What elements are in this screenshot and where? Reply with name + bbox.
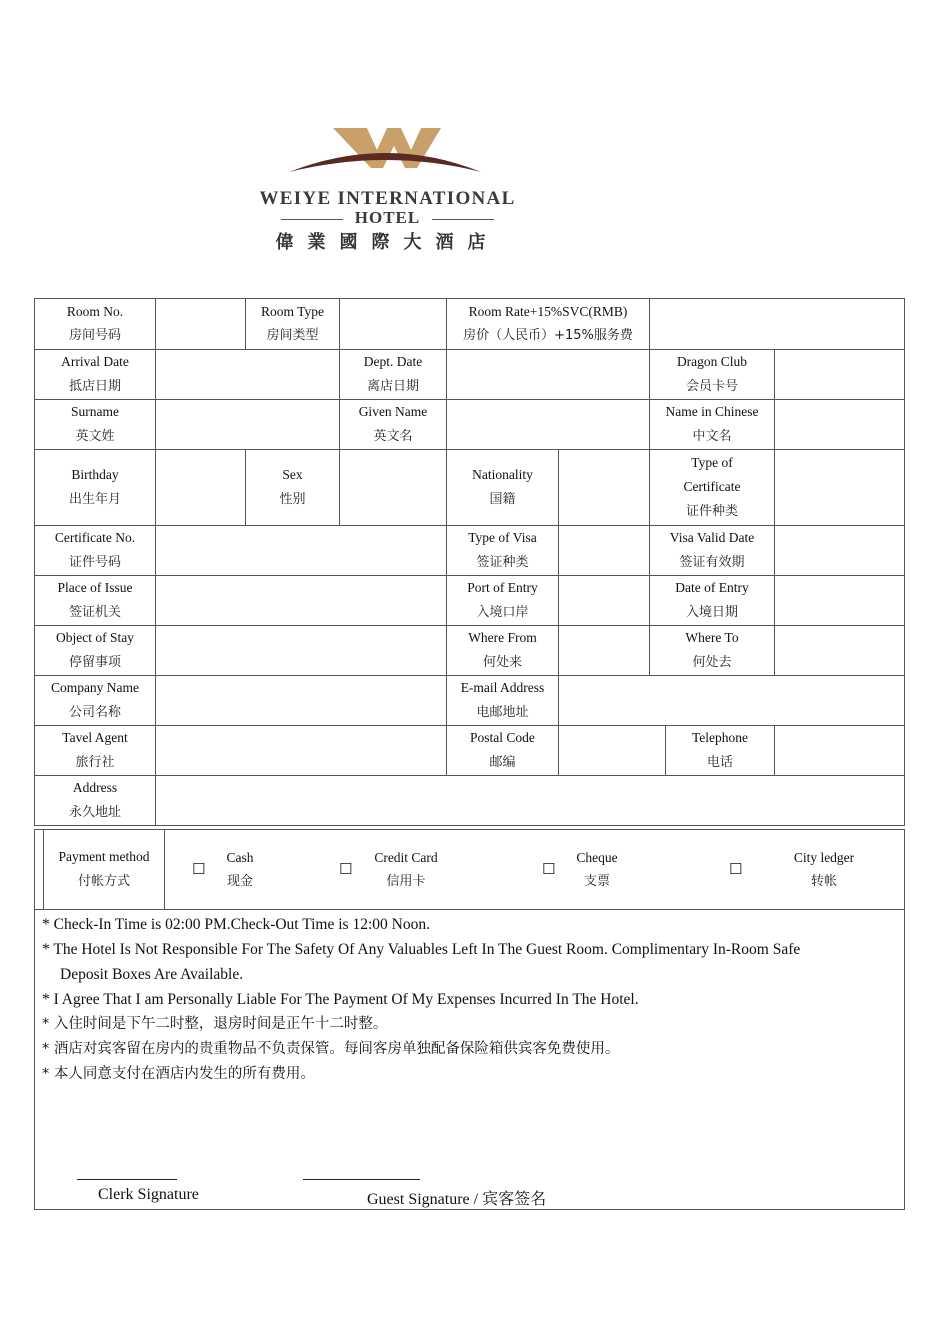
cell-text: 旅行社 (75, 754, 115, 770)
type-certificate-field[interactable] (774, 449, 905, 526)
cell-text: 签证有效期 (679, 554, 745, 570)
cell-text: 停留事项 (68, 654, 121, 670)
cell-text: Arrival Date (61, 354, 129, 369)
cheque-option-label (562, 844, 632, 896)
cell-text: Surname (71, 404, 119, 419)
cell-text: 出生年月 (68, 491, 121, 507)
postal-code-field[interactable] (558, 725, 666, 776)
dept-date-label (339, 349, 447, 400)
given-name-label (339, 399, 447, 450)
credit-card-option-label (360, 844, 452, 896)
note-liability: * I Agree That I am Personally Liable For The Payment Of My Expenses Incurred In The Hotel. (42, 991, 639, 1008)
visa-valid-label (649, 525, 775, 576)
room-rate-label (446, 298, 650, 350)
note-liability-cn: * 本人同意支付在酒店内发生的所有费用。 (42, 1066, 315, 1082)
sex-label (245, 449, 340, 526)
cell-text: Address (72, 780, 118, 795)
cell-text: Dept. Date (363, 354, 423, 369)
cell-text: 何处去 (692, 654, 732, 670)
cell-text: Visa Valid Date (669, 530, 755, 545)
cell-text: 永久地址 (68, 804, 121, 820)
port-entry-field[interactable] (558, 575, 650, 626)
travel-agent-field[interactable] (155, 725, 447, 776)
cell-text: Date of Entry (675, 580, 749, 595)
cell-text: 房间号码 (68, 328, 121, 343)
cell-text: 公司名称 (68, 704, 121, 720)
note-checkin-time: * Check-In Time is 02:00 PM.Check-Out Time is 12:00 Noon. (42, 916, 430, 933)
logo-chinese-name: 偉業國際大酒店 (275, 232, 500, 253)
cell-text: 中文名 (692, 428, 732, 444)
room-rate-field[interactable] (649, 298, 905, 350)
note-valuables-cont: Deposit Boxes Are Available. (60, 966, 244, 983)
cell-text: Company Name (50, 680, 140, 695)
company-name-field[interactable] (155, 675, 447, 726)
birthday-label (34, 449, 156, 526)
cell-text: 签证种类 (476, 554, 529, 570)
note-checkin-time-cn: * 入住时间是下午二时整，退房时间是正午十二时整。 (42, 1016, 388, 1032)
cell-text: 信用卡 (386, 874, 426, 889)
cash-checkbox[interactable]: ☐ (192, 860, 206, 878)
cell-text: 会员卡号 (685, 378, 738, 394)
birthday-field[interactable] (155, 449, 246, 526)
type-visa-field[interactable] (558, 525, 650, 576)
visa-valid-field[interactable] (774, 525, 905, 576)
surname-field[interactable] (155, 399, 340, 450)
cell-text: 电话 (706, 754, 733, 770)
cell-text: 国籍 (489, 491, 516, 507)
logo-english-name: WEIYE INTERNATIONAL (259, 188, 516, 209)
guest-signature-label: Guest Signature / 宾客签名 (367, 1191, 547, 1208)
cell-text: 邮编 (489, 754, 516, 770)
email-field[interactable] (558, 675, 905, 726)
cell-text: Certificate No. (54, 530, 136, 545)
hotel-logo (215, 122, 560, 257)
cell-text: 电邮地址 (476, 704, 529, 720)
cell-text: 签证机关 (68, 604, 121, 620)
travel-agent-label (34, 725, 156, 776)
cell-text: 现金 (226, 874, 253, 889)
clerk-signature-label: Clerk Signature (98, 1186, 199, 1203)
dragon-club-label (649, 349, 775, 400)
dept-date-field[interactable] (446, 349, 650, 400)
certificate-no-field[interactable] (155, 525, 447, 576)
cell-text: Cash (226, 849, 254, 865)
cell-text: 房间类型 (266, 328, 319, 343)
cell-text: 何处来 (482, 654, 522, 670)
type-certificate-label (649, 449, 775, 526)
cell-text: 支票 (583, 874, 610, 889)
cell-text: Birthday (71, 467, 119, 482)
address-label (34, 775, 156, 826)
nationality-field[interactable] (558, 449, 650, 526)
telephone-field[interactable] (774, 725, 905, 776)
where-from-field[interactable] (558, 625, 650, 676)
email-label (446, 675, 559, 726)
postal-code-label (446, 725, 559, 776)
name-chinese-field[interactable] (774, 399, 905, 450)
company-name-label (34, 675, 156, 726)
cell-text: 入境口岸 (476, 604, 529, 620)
note-valuables: * The Hotel Is Not Responsible For The Safety Of Any Valuables Left In The Guest Room. Complimentary In-Room Safe (42, 941, 801, 958)
cell-text: Given Name (358, 404, 428, 419)
where-from-label (446, 625, 559, 676)
cell-text: Where To (685, 630, 739, 645)
object-stay-field[interactable] (155, 625, 447, 676)
given-name-field[interactable] (446, 399, 650, 450)
city-ledger-checkbox[interactable]: ☐ (729, 860, 743, 878)
note-valuables-cn: * 酒店对宾客留在房内的贵重物品不负责保管。每间客房单独配备保险箱供宾客免费使用。 (42, 1041, 620, 1057)
cell-text: Place of Issue (57, 580, 133, 595)
telephone-label (665, 725, 775, 776)
place-issue-field[interactable] (155, 575, 447, 626)
cash-option-label (212, 844, 268, 896)
cell-text: Telephone (691, 730, 749, 745)
cell-text: 付帐方式 (77, 873, 130, 889)
arrival-date-field[interactable] (155, 349, 340, 400)
room-no-field[interactable] (155, 298, 246, 350)
cell-text: Tavel Agent (62, 730, 128, 745)
cell-text: Certificate (683, 479, 741, 495)
cell-text: E-mail Address (460, 680, 545, 695)
surname-label (34, 399, 156, 450)
cell-text: Where From (468, 630, 537, 645)
cell-text: 证件号码 (68, 554, 121, 570)
cell-text: Room No. (66, 303, 124, 319)
sex-field[interactable] (339, 449, 447, 526)
room-type-field[interactable] (339, 298, 447, 350)
cell-text: Credit Card (374, 849, 438, 865)
address-field[interactable] (155, 775, 905, 826)
cell-text: 入境日期 (685, 604, 738, 620)
cell-text: 性别 (279, 491, 306, 507)
name-chinese-label (649, 399, 775, 450)
where-to-field[interactable] (774, 625, 905, 676)
guest-signature-line[interactable] (303, 1179, 420, 1180)
cell-text: Payment method (58, 849, 150, 864)
dragon-club-field[interactable] (774, 349, 905, 400)
where-to-label (649, 625, 775, 676)
logo-hotel-text: HOTEL (354, 208, 421, 227)
cell-text: Sex (282, 467, 303, 482)
cell-text: Room Rate+15%SVC(RMB) (468, 303, 628, 319)
clerk-signature-line[interactable] (77, 1179, 177, 1180)
date-entry-label (649, 575, 775, 626)
place-issue-label (34, 575, 156, 626)
logo-hotel-word (215, 208, 560, 228)
cell-text: Port of Entry (467, 580, 538, 595)
terms-text (42, 912, 894, 1087)
cell-text: Nationality (472, 467, 533, 482)
cell-text: 证件种类 (685, 503, 738, 519)
logo-w-emblem (215, 122, 560, 188)
room-type-label (245, 298, 340, 350)
cheque-checkbox[interactable]: ☐ (542, 860, 556, 878)
city-ledger-option-label (782, 844, 866, 896)
cell-text: Dragon Club (676, 354, 748, 369)
credit-card-checkbox[interactable]: ☐ (339, 860, 353, 878)
nationality-label (446, 449, 559, 526)
cell-text: 英文名 (373, 428, 413, 444)
certificate-no-label (34, 525, 156, 576)
room-no-label (34, 298, 156, 350)
cell-text: Type of Visa (468, 530, 537, 545)
cell-text: Postal Code (470, 730, 535, 745)
cell-text: Name in Chinese (665, 404, 759, 419)
cell-text: 英文姓 (75, 428, 115, 444)
arrival-date-label (34, 349, 156, 400)
cell-text: 房价（人民币）+15%服务费 (463, 328, 633, 343)
date-entry-field[interactable] (774, 575, 905, 626)
cell-text: Room Type (261, 303, 324, 319)
cell-text: 抵店日期 (68, 378, 121, 394)
payment-method-label (43, 829, 165, 910)
type-visa-label (446, 525, 559, 576)
logo-rule-left (281, 219, 343, 220)
cell-text: Cheque (576, 849, 618, 865)
cell-text: Type of (691, 454, 733, 470)
logo-rule-right (432, 219, 494, 220)
port-entry-label (446, 575, 559, 626)
cell-text: 离店日期 (366, 378, 419, 394)
cell-text: 转帐 (810, 874, 837, 889)
cell-text: City ledger (793, 849, 855, 865)
object-stay-label (34, 625, 156, 676)
cell-text: Object of Stay (56, 630, 134, 645)
